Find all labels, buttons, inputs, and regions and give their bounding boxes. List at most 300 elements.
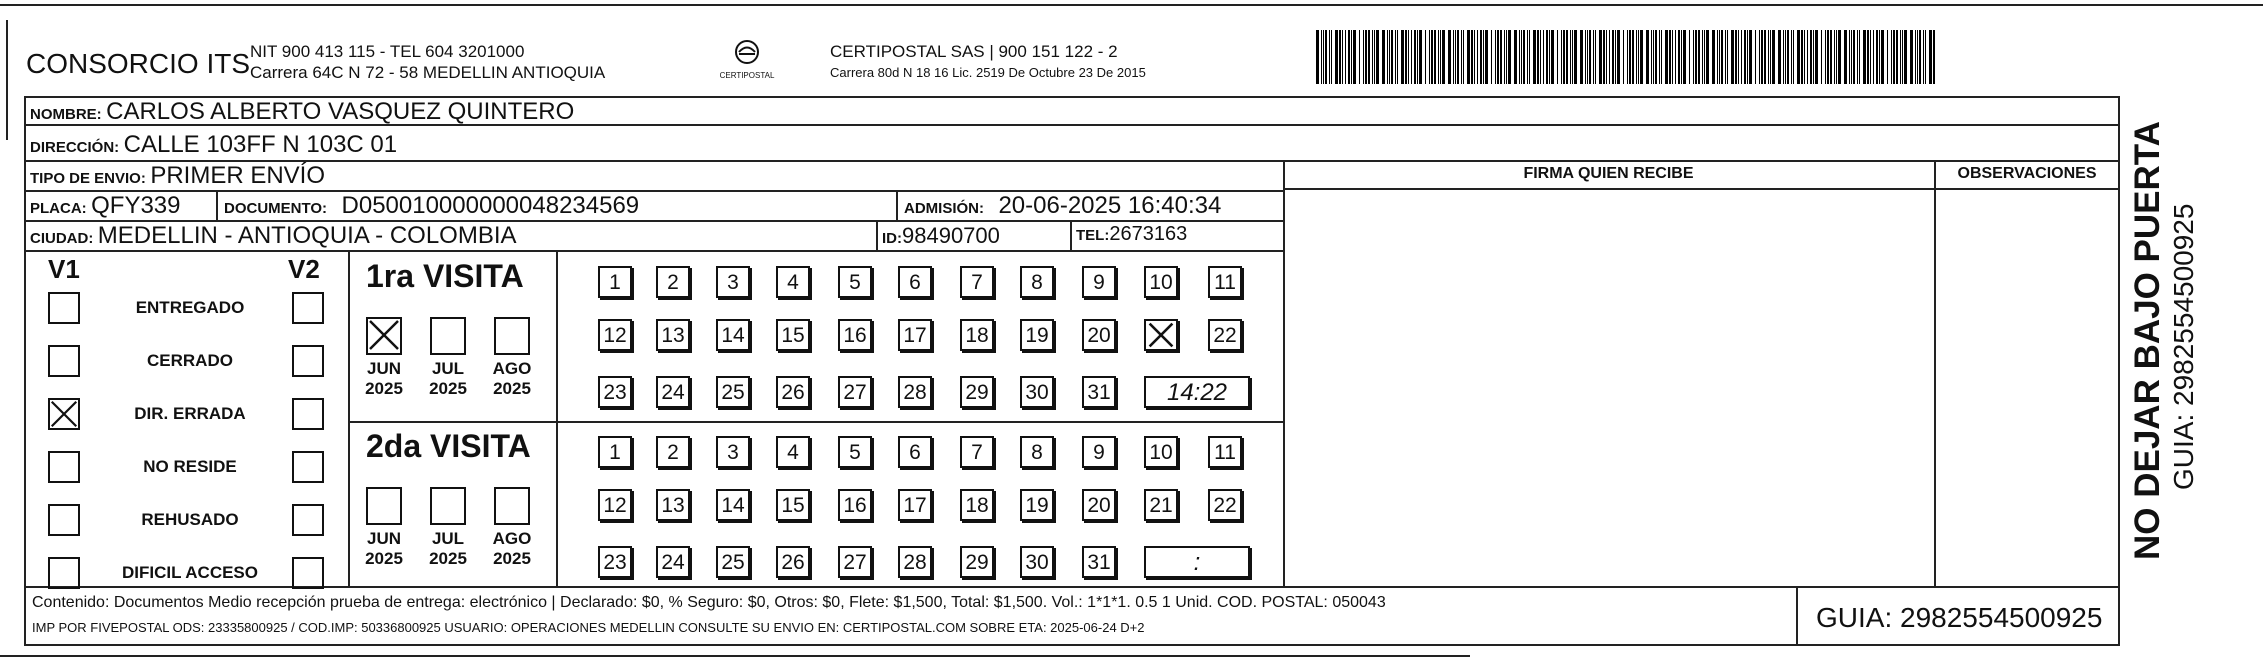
company-nit: NIT 900 413 115 - TEL 604 3201000 — [250, 42, 525, 61]
barcode-bar — [1495, 30, 1496, 84]
barcode-bar — [1467, 30, 1470, 84]
barcode-bar — [1678, 30, 1680, 84]
day-box[interactable]: 14 — [716, 489, 750, 521]
status-label: NO RESIDE — [143, 457, 237, 476]
barcode-bar — [1712, 30, 1715, 84]
day-box[interactable]: 22 — [1208, 489, 1242, 521]
barcode-bar — [1448, 30, 1451, 84]
barcode-bar — [1725, 30, 1726, 84]
barcode-bar — [1698, 30, 1700, 84]
certipostal-logo-text: CERTIPOSTAL — [719, 71, 775, 80]
v1-header: V1 — [48, 254, 80, 284]
day-box[interactable] — [1144, 319, 1178, 351]
day-box[interactable]: 17 — [898, 489, 932, 521]
day-box[interactable]: 19 — [1020, 489, 1054, 521]
placa-label: PLACA: — [30, 200, 87, 217]
month-label — [418, 359, 478, 399]
day-box[interactable]: 30 — [1020, 376, 1054, 408]
month-checkbox-ago[interactable] — [494, 487, 530, 525]
barcode-bar — [1339, 30, 1341, 84]
barcode-bar — [1893, 30, 1895, 84]
left-edge-line — [6, 20, 8, 140]
barcode-bar — [1585, 30, 1586, 84]
day-cross-icon — [1146, 321, 1176, 349]
barcode-bar — [1717, 30, 1718, 84]
barcode-bar — [1527, 30, 1528, 84]
barcode-bar — [1376, 30, 1379, 84]
first-visit-title: 1ra VISITA — [366, 258, 524, 294]
barcode-bar — [1797, 30, 1800, 84]
barcode-bar — [1440, 30, 1441, 84]
barcode-bar — [1665, 30, 1668, 84]
day-box[interactable]: 27 — [838, 376, 872, 408]
documento-label: DOCUMENTO: — [224, 200, 328, 217]
barcode-bar — [1683, 30, 1686, 84]
documento-field — [224, 192, 639, 220]
admision-value: 20-06-2025 16:40:34 — [998, 192, 1222, 219]
barcode-bar — [1896, 30, 1898, 84]
day-box[interactable]: 18 — [960, 489, 994, 521]
barcode-bar — [1815, 30, 1818, 84]
v1-checkbox[interactable] — [48, 451, 80, 483]
column-header-line — [1283, 188, 2120, 190]
month-year: 2025 — [429, 549, 467, 568]
barcode-bar — [1374, 30, 1375, 84]
second-visit-title: 2da VISITA — [366, 428, 531, 464]
v1-checkbox[interactable] — [48, 504, 80, 536]
nombre-value: CARLOS ALBERTO VASQUEZ QUINTERO — [106, 98, 575, 125]
barcode-bar — [1589, 30, 1591, 84]
certipostal-emblem-icon — [727, 38, 767, 70]
barcode-bar — [1879, 30, 1880, 84]
tipo-envio-label: TIPO DE ENVIO: — [30, 170, 146, 187]
visit-divider — [556, 250, 558, 586]
barcode-bar — [1721, 30, 1723, 84]
barcode-bar — [1764, 30, 1766, 84]
day-box[interactable]: 4 — [776, 436, 810, 468]
day-box[interactable]: 7 — [960, 436, 994, 468]
admision-field — [904, 192, 1221, 220]
barcode-bar — [1463, 30, 1464, 84]
month-label — [482, 529, 542, 569]
day-box[interactable]: 13 — [656, 489, 690, 521]
month-year: 2025 — [365, 379, 403, 398]
day-box[interactable]: 21 — [1144, 489, 1178, 521]
day-box[interactable]: 14 — [716, 319, 750, 351]
day-box[interactable]: 1 — [598, 436, 632, 468]
v2-header: V2 — [288, 254, 320, 284]
day-box[interactable]: 26 — [776, 376, 810, 408]
barcode-bar — [1574, 30, 1577, 84]
barcode-bar — [1480, 30, 1482, 84]
v1-checkbox[interactable] — [48, 345, 80, 377]
barcode-bar — [1770, 30, 1771, 84]
barcode-bar — [1825, 30, 1826, 84]
barcode-bar — [1838, 30, 1841, 84]
barcode-bar — [1580, 30, 1583, 84]
barcode-bar — [1474, 30, 1475, 84]
bottom-edge-line — [0, 655, 1470, 657]
barcode-bar — [1744, 30, 1746, 84]
barcode-bar — [1477, 30, 1478, 84]
barcode-bar — [1761, 30, 1763, 84]
barcode-bar — [1659, 30, 1660, 84]
barcode-bar — [1741, 30, 1742, 84]
barcode-bar — [1521, 30, 1522, 84]
month-checkbox-jul[interactable] — [430, 487, 466, 525]
barcode-bar — [1636, 30, 1637, 84]
day-box[interactable]: 17 — [898, 319, 932, 351]
day-box[interactable]: 9 — [1082, 436, 1116, 468]
barcode-bar — [1382, 30, 1385, 84]
barcode-bar — [1830, 30, 1832, 84]
day-box[interactable]: 9 — [1082, 266, 1116, 298]
v2-checkbox[interactable] — [292, 398, 324, 430]
barcode-bar — [1870, 30, 1871, 84]
barcode-bar — [1735, 30, 1737, 84]
barcode-bar — [1323, 30, 1324, 84]
day-box[interactable]: 26 — [776, 546, 810, 578]
barcode-bar — [1778, 30, 1781, 84]
barcode-bar — [1523, 30, 1525, 84]
barcode-bar — [1506, 30, 1507, 84]
footer-imp-line: IMP POR FIVEPOSTAL ODS: 23335800925 / COD.IMP: 50336800925 USUARIO: OPERACIONES MEDELLIN CONSULTE SU ENVIO EN: CERTIPOSTAL.COM SOBRE ETA: 2025-06-24 D+2 — [32, 620, 1145, 635]
v1-checkbox[interactable] — [48, 292, 80, 324]
placa-field — [30, 192, 181, 220]
day-box[interactable]: 22 — [1208, 319, 1242, 351]
day-box[interactable]: 24 — [656, 376, 690, 408]
barcode-bar — [1397, 30, 1398, 84]
day-box[interactable]: 31 — [1082, 546, 1116, 578]
barcode-bar — [1549, 30, 1550, 84]
barcode-bar — [1485, 30, 1488, 84]
barcode-bar — [1617, 30, 1620, 84]
direccion-field — [30, 131, 397, 159]
month-label — [354, 529, 414, 569]
company-name: CONSORCIO ITS — [26, 48, 251, 79]
day-box[interactable]: 6 — [898, 436, 932, 468]
v2-checkbox[interactable] — [292, 557, 324, 589]
barcode-bar — [1504, 30, 1505, 84]
barcode-bar — [1851, 30, 1852, 84]
row-line — [24, 160, 2120, 162]
v2-checkbox[interactable] — [292, 504, 324, 536]
barcode-bar — [1801, 30, 1803, 84]
barcode-bar — [1461, 30, 1462, 84]
row-line — [24, 586, 2120, 588]
ciudad-value: MEDELLIN - ANTIOQUIA - COLOMBIA — [97, 222, 517, 249]
barcode-bar — [1615, 30, 1616, 84]
barcode-bar — [1612, 30, 1614, 84]
day-box[interactable]: 15 — [776, 319, 810, 351]
barcode-bar — [1497, 30, 1499, 84]
tel-value: 2673163 — [1109, 223, 1188, 245]
day-box[interactable]: 11 — [1208, 436, 1242, 468]
barcode-bar — [1408, 30, 1409, 84]
day-box[interactable]: 23 — [598, 546, 632, 578]
barcode-bar — [1431, 30, 1433, 84]
barcode-bar — [1731, 30, 1734, 84]
barcode-bar — [1572, 30, 1573, 84]
month-name: JUL — [431, 359, 465, 378]
month-name: AGO — [492, 529, 532, 548]
day-box[interactable]: 10 — [1144, 436, 1178, 468]
visit-divider — [348, 250, 350, 586]
barcode-bar — [1881, 30, 1884, 84]
barcode-bar — [1904, 30, 1907, 84]
barcode-bar — [1807, 30, 1808, 84]
month-checkbox-jul[interactable] — [430, 317, 466, 355]
v2-checkbox[interactable] — [292, 292, 324, 324]
ciudad-label: CIUDAD: — [30, 230, 94, 247]
barcode-bar — [1863, 30, 1866, 84]
month-checkbox-jun[interactable] — [366, 487, 402, 525]
day-box[interactable]: 23 — [598, 376, 632, 408]
barcode-bar — [1483, 30, 1484, 84]
barcode-bar — [1900, 30, 1901, 84]
barcode-bar — [1365, 30, 1367, 84]
barcode-bar — [1759, 30, 1760, 84]
cell-line — [896, 190, 898, 220]
barcode-bar — [1316, 30, 1319, 84]
ciudad-field — [30, 222, 517, 250]
placa-value: QFY339 — [91, 192, 181, 219]
barcode-bar — [1655, 30, 1657, 84]
day-box[interactable]: 6 — [898, 266, 932, 298]
barcode-bar — [1867, 30, 1869, 84]
barcode-bar — [1925, 30, 1926, 84]
day-box[interactable]: 13 — [656, 319, 690, 351]
month-label — [354, 359, 414, 399]
barcode-bar — [1500, 30, 1502, 84]
barcode-bar — [1425, 30, 1426, 84]
day-box[interactable]: 11 — [1208, 266, 1242, 298]
cell-line — [876, 220, 878, 250]
day-box[interactable]: 30 — [1020, 546, 1054, 578]
day-box[interactable]: 24 — [656, 546, 690, 578]
direccion-label: DIRECCIÓN: — [30, 139, 120, 156]
barcode-bar — [1857, 30, 1858, 84]
day-box[interactable]: 1 — [598, 266, 632, 298]
barcode-bar — [1551, 30, 1554, 84]
barcode-bar — [1640, 30, 1643, 84]
barcode-bar — [1791, 30, 1792, 84]
tel-label: TEL: — [1076, 227, 1110, 244]
barcode-bar — [1859, 30, 1860, 84]
barcode-bar — [1827, 30, 1829, 84]
day-box[interactable]: 19 — [1020, 319, 1054, 351]
barcode-bar — [1804, 30, 1805, 84]
barcode-bar — [1891, 30, 1892, 84]
day-box[interactable]: 8 — [1020, 266, 1054, 298]
month-year: 2025 — [493, 379, 531, 398]
barcode-bar — [1533, 30, 1536, 84]
day-box[interactable]: 3 — [716, 436, 750, 468]
barcode-bar — [1434, 30, 1436, 84]
day-box[interactable]: 29 — [960, 546, 994, 578]
time-field[interactable]: : — [1144, 546, 1250, 578]
barcode-bar — [1335, 30, 1338, 84]
day-box[interactable]: 16 — [838, 489, 872, 521]
day-box[interactable]: 31 — [1082, 376, 1116, 408]
barcode-bar — [1693, 30, 1694, 84]
status-label: DIR. ERRADA — [134, 404, 246, 423]
month-checkbox-ago[interactable] — [494, 317, 530, 355]
day-box[interactable]: 10 — [1144, 266, 1178, 298]
barcode-bar — [1543, 30, 1544, 84]
barcode-bar — [1442, 30, 1445, 84]
day-box[interactable]: 2 — [656, 266, 690, 298]
certipostal-logo — [712, 38, 782, 88]
day-box[interactable]: 20 — [1082, 319, 1116, 351]
barcode-bar — [1695, 30, 1697, 84]
barcode-bar — [1929, 30, 1932, 84]
barcode-bar — [1351, 30, 1352, 84]
day-box[interactable]: 12 — [598, 489, 632, 521]
month-label — [418, 529, 478, 569]
day-box[interactable]: 3 — [716, 266, 750, 298]
barcode-bar — [1836, 30, 1837, 84]
barcode-bar — [1414, 30, 1416, 84]
barcode-bar — [1595, 30, 1596, 84]
barcode-bar — [1508, 30, 1511, 84]
documento-value: D050010000000048234569 — [341, 192, 640, 219]
barcode-bar — [1471, 30, 1473, 84]
barcode-bar — [1873, 30, 1874, 84]
cell-line — [216, 190, 218, 220]
month-year: 2025 — [365, 549, 403, 568]
nombre-field — [30, 98, 574, 126]
barcode-bar — [1537, 30, 1539, 84]
barcode-bar — [1632, 30, 1634, 84]
admision-label: ADMISIÓN: — [904, 200, 984, 217]
barcode-bar — [1387, 30, 1388, 84]
day-box[interactable]: 18 — [960, 319, 994, 351]
barcode-bar — [1785, 30, 1786, 84]
barcode-bar — [1345, 30, 1346, 84]
barcode-bar — [1563, 30, 1565, 84]
barcode-bar — [1834, 30, 1835, 84]
barcode-bar — [1419, 30, 1422, 84]
v2-checkbox[interactable] — [292, 451, 324, 483]
barcode-bar — [1933, 30, 1935, 84]
day-box[interactable]: 25 — [716, 376, 750, 408]
time-field[interactable]: 14:22 — [1144, 376, 1250, 408]
day-box[interactable]: 7 — [960, 266, 994, 298]
barcode-bar — [1417, 30, 1418, 84]
day-box[interactable]: 28 — [898, 376, 932, 408]
day-box[interactable]: 4 — [776, 266, 810, 298]
barcode-bar — [1661, 30, 1662, 84]
v1-checkbox[interactable] — [48, 557, 80, 589]
barcode-bar — [1915, 30, 1916, 84]
barcode-bar — [1702, 30, 1703, 84]
barcode-bar — [1587, 30, 1588, 84]
barcode-bar — [1455, 30, 1456, 84]
id-value: 98490700 — [902, 223, 1000, 248]
month-checkbox-jun[interactable] — [366, 317, 402, 355]
barcode-bar — [1540, 30, 1541, 84]
day-box[interactable]: 16 — [838, 319, 872, 351]
visit-divider — [348, 421, 1283, 423]
month-name: JUN — [366, 359, 401, 378]
day-box[interactable]: 28 — [898, 546, 932, 578]
column-line — [1283, 160, 1285, 586]
barcode-bar — [1681, 30, 1682, 84]
direccion-value: CALLE 103FF N 103C 01 — [123, 131, 398, 158]
day-box[interactable]: 29 — [960, 376, 994, 408]
day-box[interactable]: 12 — [598, 319, 632, 351]
certipostal-info: CERTIPOSTAL SAS | 900 151 122 - 2 — [830, 42, 1118, 61]
barcode-bar — [1719, 30, 1720, 84]
day-box[interactable]: 15 — [776, 489, 810, 521]
day-box[interactable]: 25 — [716, 546, 750, 578]
barcode-bar — [1570, 30, 1571, 84]
day-box[interactable]: 20 — [1082, 489, 1116, 521]
barcode-bar — [1887, 30, 1888, 84]
barcode-bar — [1783, 30, 1784, 84]
barcode-bar — [1706, 30, 1709, 84]
barcode-bar — [1329, 30, 1330, 84]
barcode-bar — [1609, 30, 1610, 84]
day-box[interactable]: 5 — [838, 266, 872, 298]
status-label: REHUSADO — [141, 510, 239, 529]
barcode-bar — [1401, 30, 1404, 84]
id-label: ID: — [882, 230, 902, 247]
barcode-bar — [1653, 30, 1654, 84]
barcode-bar — [1787, 30, 1789, 84]
barcode-bar — [1675, 30, 1676, 84]
row-line — [24, 250, 1284, 252]
barcode-bar — [1917, 30, 1918, 84]
day-box[interactable]: 5 — [838, 436, 872, 468]
barcode — [1316, 30, 1954, 84]
barcode-bar — [1348, 30, 1350, 84]
barcode-bar — [1519, 30, 1520, 84]
month-year: 2025 — [493, 549, 531, 568]
company-address: Carrera 64C N 72 - 58 MEDELLIN ANTIOQUIA — [250, 63, 606, 82]
barcode-bar — [1599, 30, 1602, 84]
barcode-bar — [1457, 30, 1459, 84]
barcode-bar — [1331, 30, 1332, 84]
barcode-bar — [1321, 30, 1322, 84]
barcode-bar — [1438, 30, 1439, 84]
v1-checkbox[interactable] — [48, 398, 80, 430]
month-year: 2025 — [429, 379, 467, 398]
footer-guia: GUIA: 2982554500925 — [1816, 602, 2103, 633]
tipo-envio-field — [30, 162, 325, 190]
barcode-bar — [1902, 30, 1903, 84]
top-edge-line — [0, 4, 2263, 6]
barcode-bar — [1368, 30, 1370, 84]
barcode-bar — [1389, 30, 1390, 84]
day-box[interactable]: 27 — [838, 546, 872, 578]
barcode-bar — [1747, 30, 1748, 84]
barcode-bar — [1629, 30, 1631, 84]
v2-checkbox[interactable] — [292, 345, 324, 377]
barcode-bar — [1768, 30, 1769, 84]
barcode-bar — [1810, 30, 1812, 84]
day-box[interactable]: 8 — [1020, 436, 1054, 468]
day-box[interactable]: 2 — [656, 436, 690, 468]
barcode-bar — [1405, 30, 1407, 84]
barcode-bar — [1638, 30, 1639, 84]
barcode-bar — [1411, 30, 1412, 84]
barcode-bar — [1453, 30, 1454, 84]
barcode-bar — [1529, 30, 1530, 84]
status-label: ENTREGADO — [135, 298, 245, 317]
barcode-bar — [1325, 30, 1327, 84]
